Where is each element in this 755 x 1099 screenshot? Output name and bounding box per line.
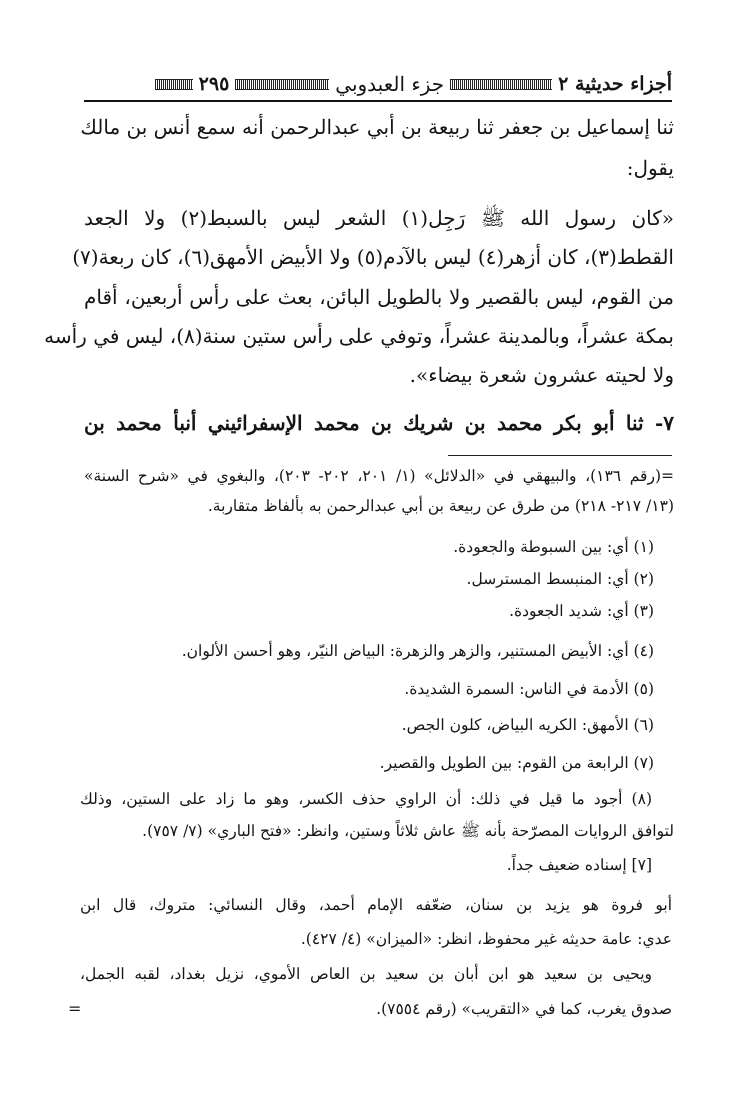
main-line: ثنا إسماعيل بن جعفر ثنا ربيعة بن أبي عبدالرحمن أنه سمع أنس بن مالك [80,115,674,139]
header-rule [84,100,672,102]
footnote-4: (٤) أي: الأبيض المستنير، والزهر والزهرة: البياض النيّر، وهو أحسن الألوان. [181,642,654,660]
main-line: يقول: [626,156,674,180]
footnote-6: (٦) الأمهق: الكريه البياض، كلون الجص. [401,716,654,734]
commentary-line: عدي: عامة حديثه غير محفوظ، انظر: «الميزان» (٤/ ٤٢٧). [300,930,672,948]
continuation-mark: = [68,999,82,1018]
main-line: ولا لحيته عشرون شعرة بيضاء». [409,363,674,387]
footnote-3: (٣) أي: شديد الجعودة. [509,602,654,620]
book-title: أجزاء حديثية ٢ [558,73,672,95]
footnote-5: (٥) الأدمة في الناس: السمرة الشديدة. [404,680,654,698]
main-line: بمكة عشراً، وبالمدينة عشراً، وتوفي على رأس ستين سنة(٨)، ليس في رأسه [44,324,674,348]
running-header [84,68,672,100]
commentary-line: أبو فروة هو يزيد بن سنان، ضعّفه الإمام أحمد، وقال النسائي: متروك، قال ابن [80,896,672,914]
main-line: «كان رسول الله ﷺ رَجِل(١) الشعر ليس بالسبط(٢) ولا الجعد [84,206,674,230]
footnote-8-line-1: (٨) أجود ما قيل في ذلك: أن الراوي حذف الكسر، وهو ما زاد على الستين، وذلك [80,790,652,808]
commentary-line: ويحيى بن سعيد هو ابن أبان بن سعيد بن العاص الأموي، نزيل بغداد، لقبه الجمل، [80,965,652,983]
hadith-7-heading: ٧- ثنا أبو بكر محمد بن شريك بن محمد الإسفرائيني أنبأ محمد بن [84,411,674,435]
footnote-line: (١٣/ ٢١٧- ٢١٨) من طرق عن ربيعة بن أبي عبدالرحمن به بألفاظ متقاربة. [207,497,674,515]
page-number: ٢٩٥ [198,73,230,95]
main-line: القطط(٣)، كان أزهر(٤) ليس بالآدم(٥) ولا الأبيض الأمهق(٦)، كان ربعة(٧) [72,245,674,269]
part-title: جزء العبدوبي [335,72,445,96]
footnote-1: (١) أي: بين السبوطة والجعودة. [453,538,654,556]
footnote-2: (٢) أي: المنبسط المسترسل. [466,570,654,588]
footnote-8-line-2: لتوافق الروايات المصرّحة بأنه ﷺ عاش ثلاثاً وستين، وانظر: «فتح الباري» (٧/ ٧٥٧). [142,822,674,840]
main-line: من القوم، ليس بالقصير ولا بالطويل البائن، بعث على رأس أربعين، أقام [84,285,674,309]
commentary-line: صدوق يغرب، كما في «التقريب» (رقم ٧٥٥٤). [376,1000,672,1018]
header-ornament-bar [235,79,329,90]
header-ornament-bar [450,79,552,90]
footnote-separator [448,455,672,456]
footnote-7: (٧) الرابعة من القوم: بين الطويل والقصير. [379,754,654,772]
isnad-grading: [٧] إسناده ضعيف جداً. [506,856,652,874]
header-ornament-bar [155,79,193,90]
footnote-line: =(رقم ١٣٦)، والبيهقي في «الدلائل» (١/ ٢٠١، ٢٠٢- ٢٠٣)، والبغوي في «شرح السنة» [84,467,674,485]
